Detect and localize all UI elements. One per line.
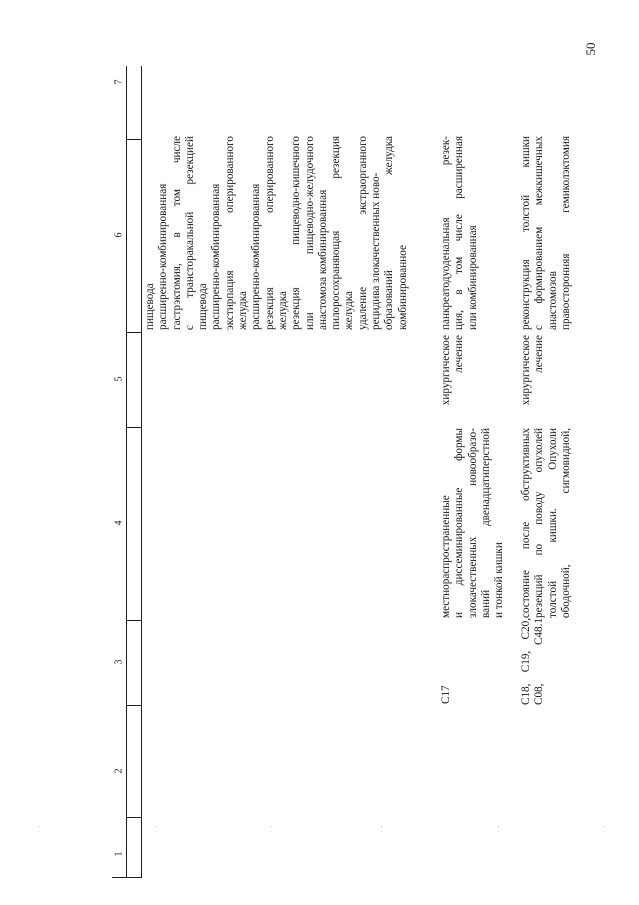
column-divider-1-2 [126, 817, 141, 818]
table-left-rule [112, 877, 142, 878]
row-2-method [440, 136, 485, 330]
column-divider-3-4 [126, 620, 141, 621]
row-2-treatment [440, 335, 470, 426]
column-number-4: 4 [113, 520, 125, 526]
icd-code: C17 [440, 685, 452, 704]
row-3-treatment [520, 335, 550, 426]
text-line: местнораспространенные [440, 495, 452, 618]
column-divider-2-3 [126, 705, 141, 706]
row-1-method [144, 136, 416, 330]
text-line: комбинированное [396, 245, 409, 330]
text-line: реконструкция толстой кишки [520, 136, 532, 330]
scan-speck [604, 826, 605, 827]
text-line: лечение [533, 335, 546, 373]
text-line: правосторонняя гемиколэктомия [559, 136, 572, 330]
text-line: анастомозов [546, 271, 559, 330]
scan-speck [38, 826, 39, 827]
table-header-rule [126, 66, 127, 878]
text-line: анастомоза комбинированная [316, 189, 329, 330]
row-2-condition [440, 428, 510, 618]
column-divider-5-6 [126, 332, 141, 333]
column-number-2: 2 [113, 768, 125, 774]
column-number-3: 3 [113, 659, 125, 665]
text-line: экстирпация оперированного [223, 136, 236, 330]
text-line: желудка [276, 291, 289, 330]
text-line: ция, в том числе расширенная [453, 136, 466, 330]
scan-speck [155, 826, 156, 827]
text-line: расширенно-комбинированная [250, 183, 263, 330]
column-number-6: 6 [113, 232, 125, 238]
text-line: злокачественных новообразо- [466, 428, 479, 618]
text-line: резекция оперированного [263, 136, 276, 330]
text-line: гастрэктомия, в том числе [170, 136, 183, 330]
text-line: хирургическое [520, 335, 532, 406]
text-line: с трансторакальной резекцией [183, 136, 196, 330]
text-line: образований желудка [383, 136, 396, 330]
scan-speck [270, 826, 271, 827]
text-line: резекция пищеводно-кишечного [290, 136, 303, 330]
column-number-5: 5 [113, 376, 125, 382]
text-line: состояние после обструктивных [520, 428, 532, 618]
text-line: или комбинированная [466, 225, 479, 330]
scan-speck [381, 826, 382, 827]
column-number-7: 7 [113, 79, 125, 85]
text-line: удаление экстраорганного [356, 136, 369, 330]
text-line: пищевода [197, 283, 210, 330]
text-line: расширенно-комбинированная [157, 183, 170, 330]
text-line: и диссеминированные формы [453, 428, 466, 618]
icd-code: C18, C19, C20, C08, C48.1 [520, 618, 546, 705]
text-line: толстой кишки. Опухоли [546, 428, 559, 618]
text-line: пилоросохраняющая резекция [330, 136, 343, 330]
text-line: пищевода [144, 283, 156, 330]
text-line: рецидива злокачественных ново- [370, 172, 383, 330]
row-3-code [520, 618, 550, 705]
column-divider-6-7 [126, 139, 141, 140]
text-line: панкреатодуоденальная резек- [440, 136, 452, 330]
text-line: расширенно-комбинированная [210, 183, 223, 330]
scan-speck [498, 826, 499, 827]
page-number: 50 [583, 42, 598, 56]
table-top-rule [141, 66, 142, 878]
text-line: с формированием межкишечных [533, 136, 546, 330]
column-divider-4-5 [126, 427, 141, 428]
text-line: и тонкой кишки [493, 542, 506, 618]
text-line: хирургическое [440, 335, 452, 406]
column-number-1: 1 [113, 851, 125, 857]
text-line: желудка [237, 291, 250, 330]
text-line: ваний двенадцатиперстной [479, 428, 492, 618]
text-line: или пищеводно-желудочного [303, 136, 316, 330]
row-3-condition [520, 428, 578, 618]
text-line: резекций по поводу опухолей [533, 428, 546, 618]
row-3-method [520, 136, 578, 330]
text-line: лечение [453, 335, 466, 373]
text-line: ободочной, сигмовидной, [559, 428, 572, 618]
row-2-code [440, 620, 458, 704]
text-line: желудка [343, 291, 356, 330]
